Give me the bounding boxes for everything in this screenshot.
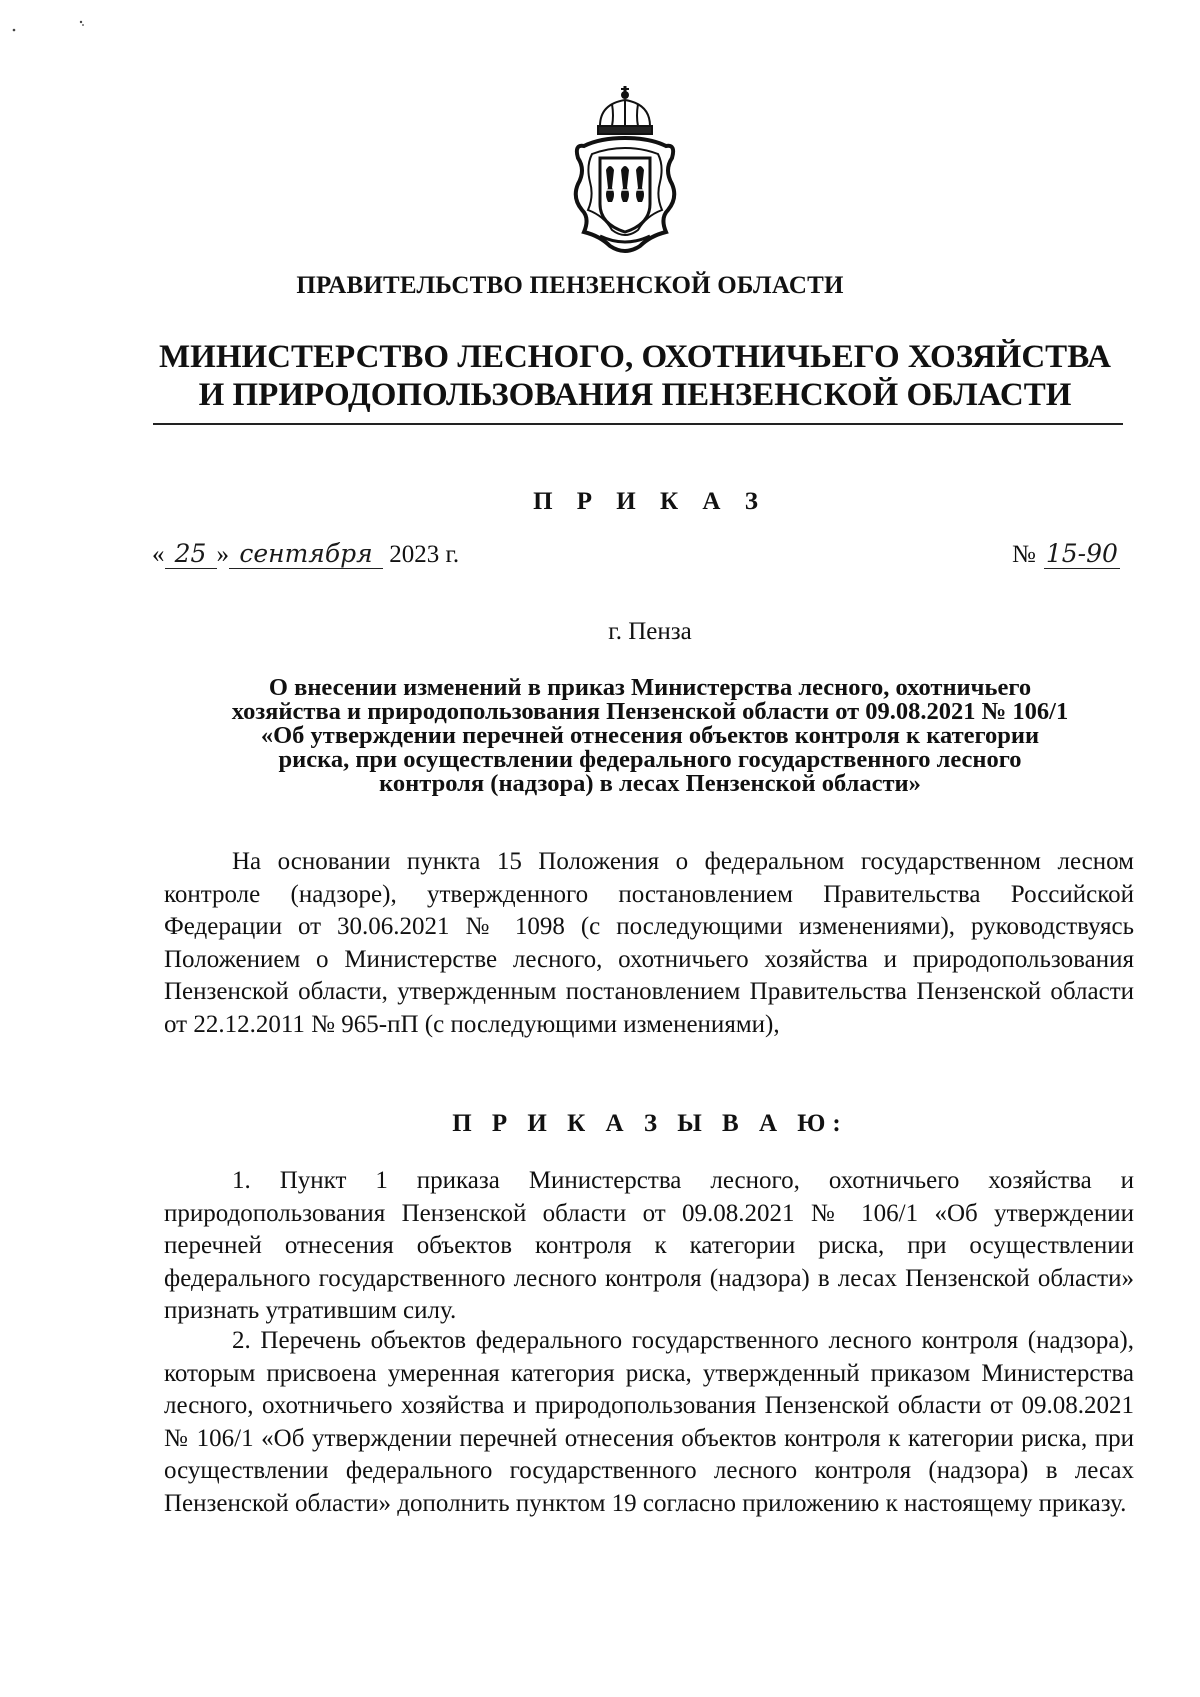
document-number — [1012, 540, 1120, 569]
penza-coat-of-arms-icon — [570, 86, 680, 258]
number-value: 15-90 — [1045, 539, 1118, 568]
document-type: П Р И К А З — [533, 488, 767, 515]
document-subject — [170, 676, 1130, 796]
subject-line-4: риска, при осуществлении федерального государственного лесного — [278, 746, 1022, 773]
document-city: г. Пенза — [608, 618, 692, 645]
government-name: ПРАВИТЕЛЬСТВО ПЕНЗЕНСКОЙ ОБЛАСТИ — [296, 272, 844, 299]
ministry-name-line-1: МИНИСТЕРСТВО ЛЕСНОГО, ОХОТНИЧЬЕГО ХОЗЯЙСТВА — [159, 339, 1111, 375]
number-sign: № — [1012, 541, 1036, 568]
basis-paragraph: На основании пункта 15 Положения о федеральном государственном лесном контроле (надзоре), утвержденного постановлением Правительства Российской Федерации от 30.06.2021 № 1098 (с последующими изменениями), руководствуясь Положением о Министерстве лесного, охотничьего хозяйства и природопользования Пензенской области, утвержденным постановлением Правительства Пензенской области от 22.12.2011 № 965-пП (с последующими изменениями), — [164, 848, 1134, 1038]
date-month: сентября — [229, 540, 383, 569]
ministry-name — [150, 338, 1120, 414]
order-heading: П Р И К А З Ы В А Ю: — [452, 1110, 848, 1137]
subject-line-1: О внесении изменений в приказ Министерства лесного, охотничьего — [268, 674, 1032, 701]
subject-line-2: хозяйства и природопользования Пензенской области от 09.08.2021 № 106/1 — [231, 698, 1069, 725]
header-divider — [153, 423, 1123, 425]
ministry-name-line-2: И ПРИРОДОПОЛЬЗОВАНИЯ ПЕНЗЕНСКОЙ ОБЛАСТИ — [198, 377, 1072, 413]
date-open-quote: « — [152, 541, 165, 568]
subject-line-5: контроля (надзора) в лесах Пензенской области» — [379, 770, 921, 797]
scan-specks — [0, 0, 120, 40]
date-year: 2023 г. — [389, 541, 460, 568]
date-close-quote: » — [216, 541, 229, 568]
date-day: 25 — [165, 540, 217, 569]
subject-line-3: «Об утверждении перечней отнесения объектов контроля к категории — [260, 722, 1040, 749]
document-date — [152, 540, 459, 569]
order-item-1: 1. Пункт 1 приказа Министерства лесного, охотничьего хозяйства и природопользования Пензенской области от 09.08.2021 № 106/1 «Об утверждении перечней отнесения объектов контроля к категории риска, при осуществлении федерального государственного лесного контроля (надзора) в лесах Пензенской области» признать утратившим силу. — [164, 1167, 1134, 1324]
order-item-2: 2. Перечень объектов федерального государственного лесного контроля (надзора), которым присвоена умеренная категория риска, утвержденный приказом Министерства лесного, охотничьего хозяйства и природопользования Пензенской области от 09.08.2021 № 106/1 «Об утверждении перечней отнесения объектов контроля к категории риска, при осуществлении федерального государственного лесного контроля (надзора) в лесах Пензенской области» дополнить пунктом 19 согласно приложению к настоящему приказу. — [164, 1327, 1134, 1517]
